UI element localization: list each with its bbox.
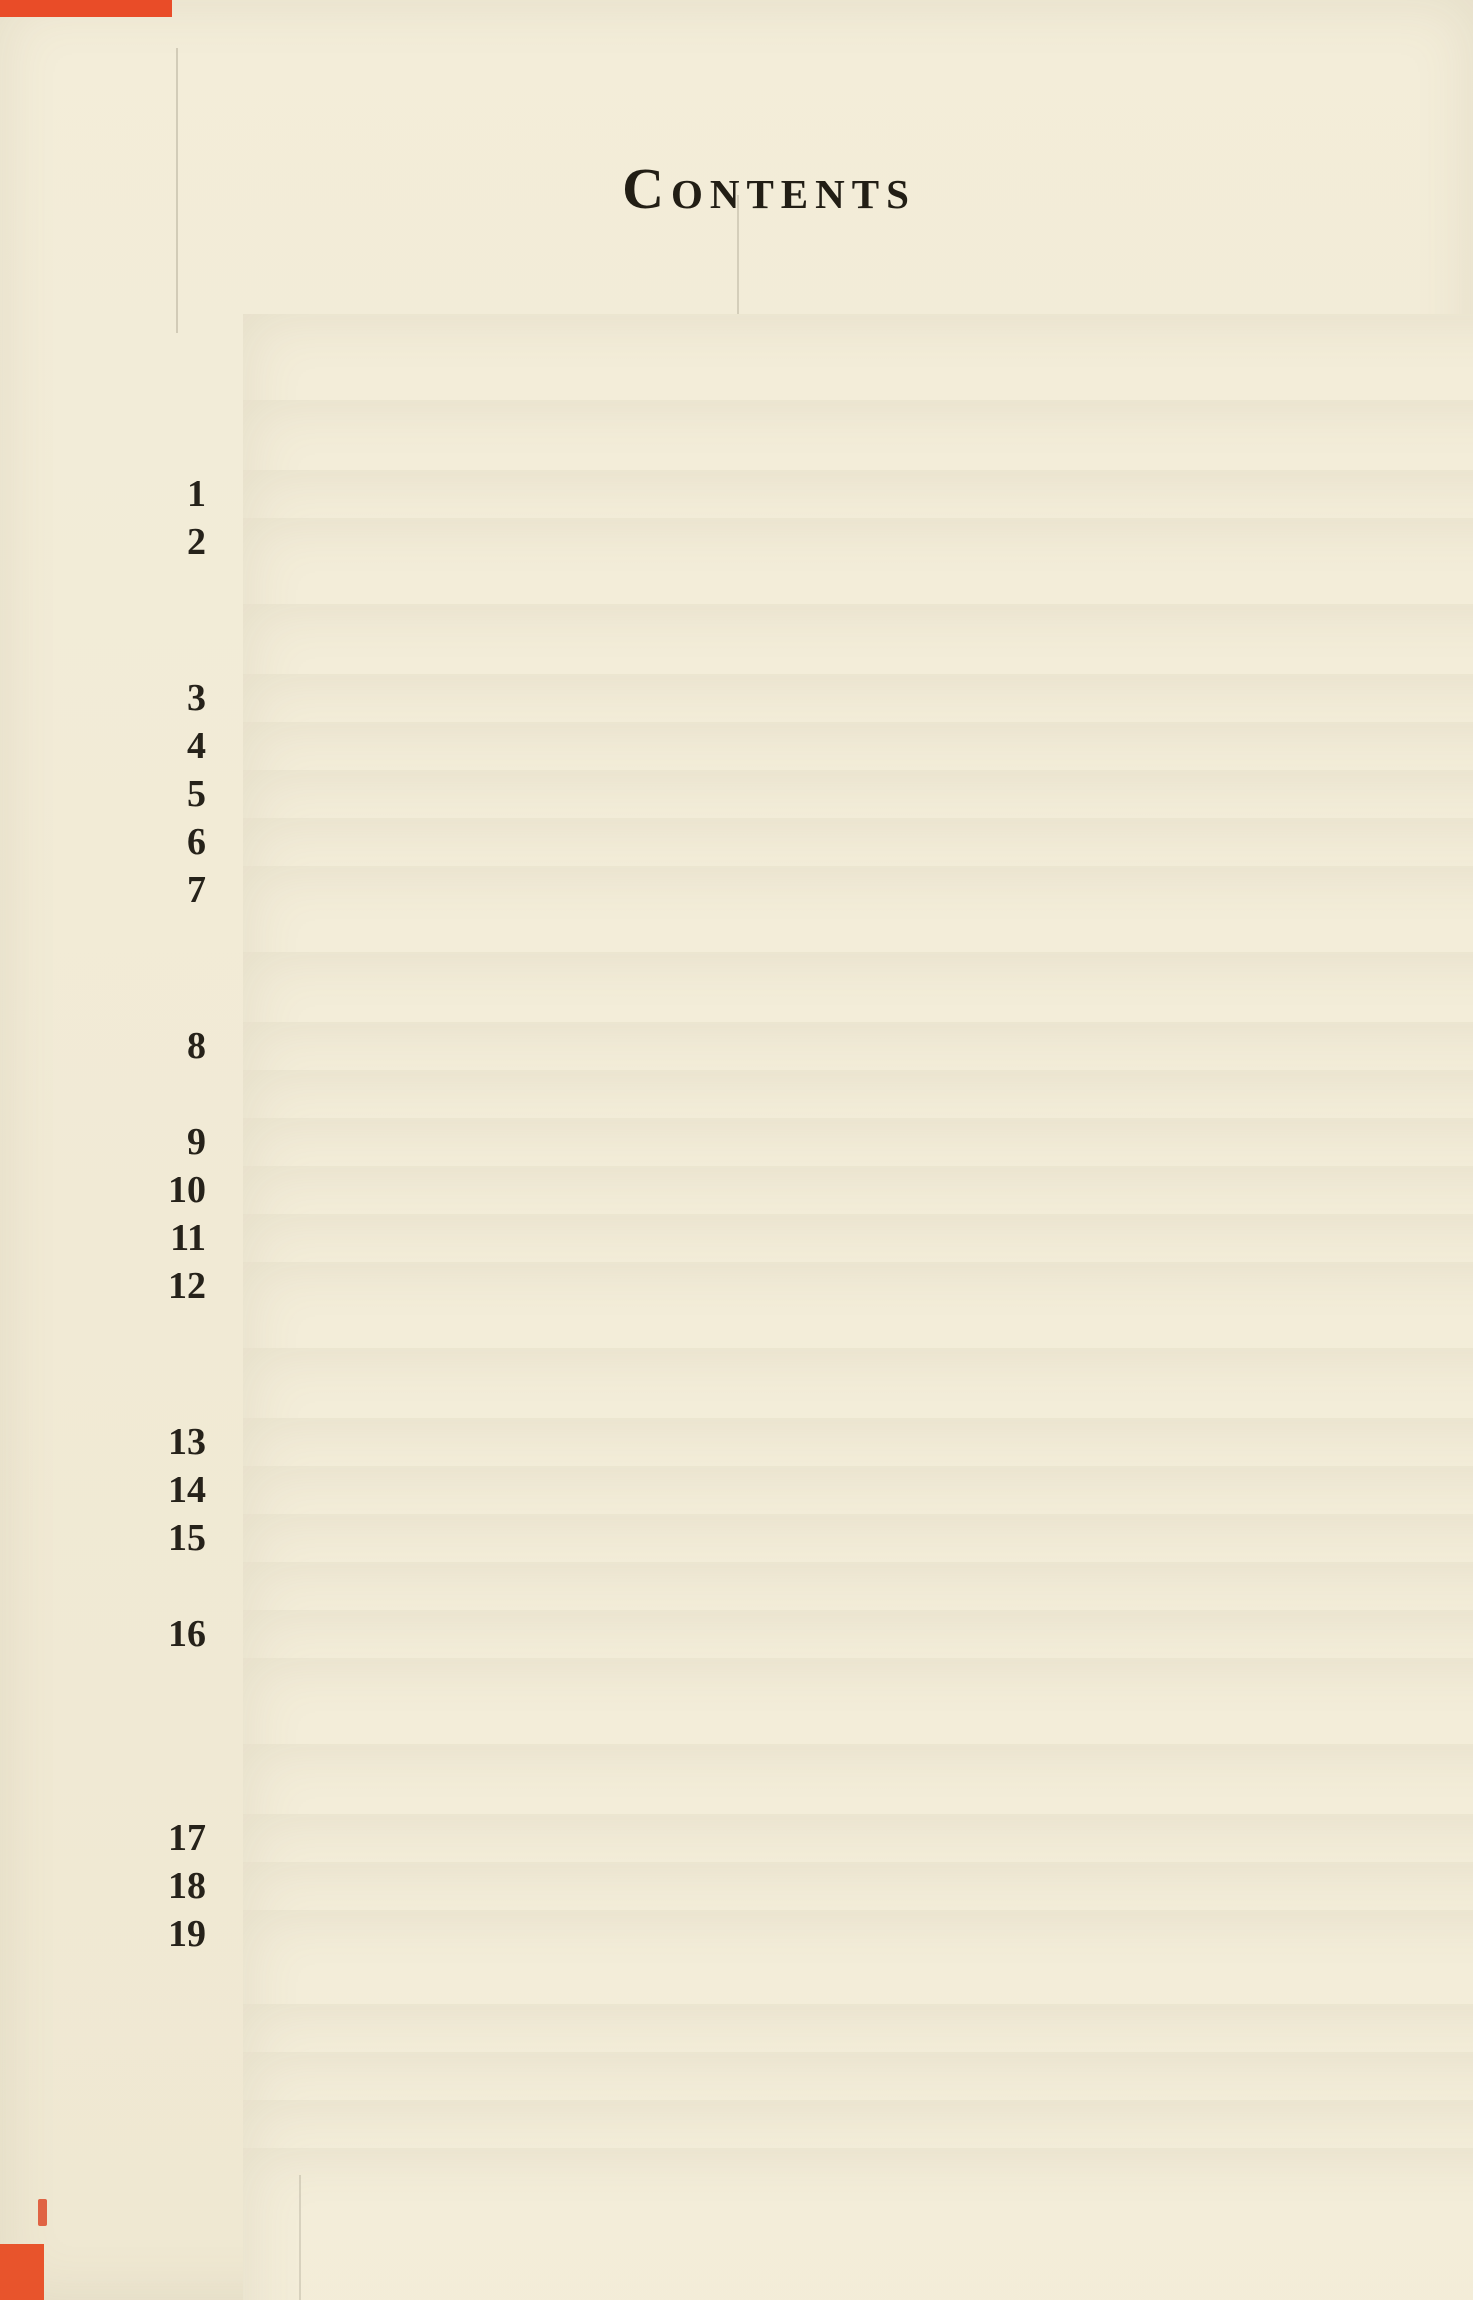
toc-entry xyxy=(148,1862,1390,1910)
toc-entry xyxy=(148,1910,1390,1958)
toc-entry xyxy=(148,1466,1390,1514)
chapter-number: 18 xyxy=(168,1865,206,1907)
chapter-number: 4 xyxy=(187,725,206,767)
toc-part-heading xyxy=(148,604,1390,646)
toc-entry xyxy=(148,1022,1390,1070)
chapter-number: 6 xyxy=(187,821,206,863)
page-title: Contents xyxy=(622,156,916,221)
toc-entry xyxy=(148,1262,1390,1310)
chapter-number: 8 xyxy=(187,1025,206,1067)
chapter-number: 9 xyxy=(187,1121,206,1163)
chapter-number: 14 xyxy=(168,1469,206,1511)
toc-entry xyxy=(148,1418,1390,1466)
toc-entry xyxy=(148,314,1390,362)
toc-part-heading xyxy=(148,952,1390,994)
chapter-number: 7 xyxy=(187,869,206,911)
toc-entry xyxy=(148,1118,1390,1166)
toc-entry xyxy=(148,818,1390,866)
toc-entry xyxy=(148,1814,1390,1862)
chapter-number: 13 xyxy=(168,1421,206,1463)
title-block xyxy=(0,0,1473,222)
toc-entry xyxy=(148,470,1390,518)
toc-entry xyxy=(148,518,1390,566)
toc-entry xyxy=(148,2004,1390,2052)
chapter-number: 11 xyxy=(170,1217,206,1259)
chapter-number: 10 xyxy=(168,1169,206,1211)
chapter-number: 12 xyxy=(168,1265,206,1307)
toc-entry xyxy=(148,1514,1390,1562)
toc-entry xyxy=(148,2100,1390,2148)
toc-entry xyxy=(148,770,1390,818)
toc-part-heading xyxy=(148,1744,1390,1786)
toc-entry xyxy=(148,2148,1390,2196)
chapter-number: 5 xyxy=(187,773,206,815)
toc-entry xyxy=(148,1214,1390,1262)
toc-rows xyxy=(0,314,1473,2196)
toc-entry xyxy=(148,1166,1390,1214)
chapter-number: 3 xyxy=(187,677,206,719)
page-number xyxy=(243,2148,1473,2300)
chapter-number: 19 xyxy=(168,1913,206,1955)
chapter-number: 17 xyxy=(168,1817,206,1859)
toc-entry xyxy=(148,1610,1390,1658)
scan-artifact-bottom-left xyxy=(0,2244,44,2300)
chapter-number: 16 xyxy=(168,1613,206,1655)
toc-entry xyxy=(148,2052,1390,2100)
scan-crease-title xyxy=(737,195,739,325)
toc-entry xyxy=(148,674,1390,722)
toc-entry xyxy=(148,1658,1390,1706)
toc-part-heading xyxy=(148,400,1390,442)
chapter-number: 15 xyxy=(168,1517,206,1559)
toc-entry xyxy=(148,1070,1390,1118)
scan-gutter-line-bottom xyxy=(299,2175,301,2300)
scan-artifact-top-left xyxy=(0,0,172,17)
toc-entry xyxy=(148,866,1390,914)
chapter-number: 1 xyxy=(187,473,206,515)
scan-artifact-bottom-dash xyxy=(38,2199,47,2226)
chapter-number: 2 xyxy=(187,521,206,563)
toc-entry xyxy=(148,1562,1390,1610)
scan-gutter-line-top xyxy=(176,48,178,333)
toc-part-heading xyxy=(148,1348,1390,1390)
toc-entry xyxy=(148,722,1390,770)
